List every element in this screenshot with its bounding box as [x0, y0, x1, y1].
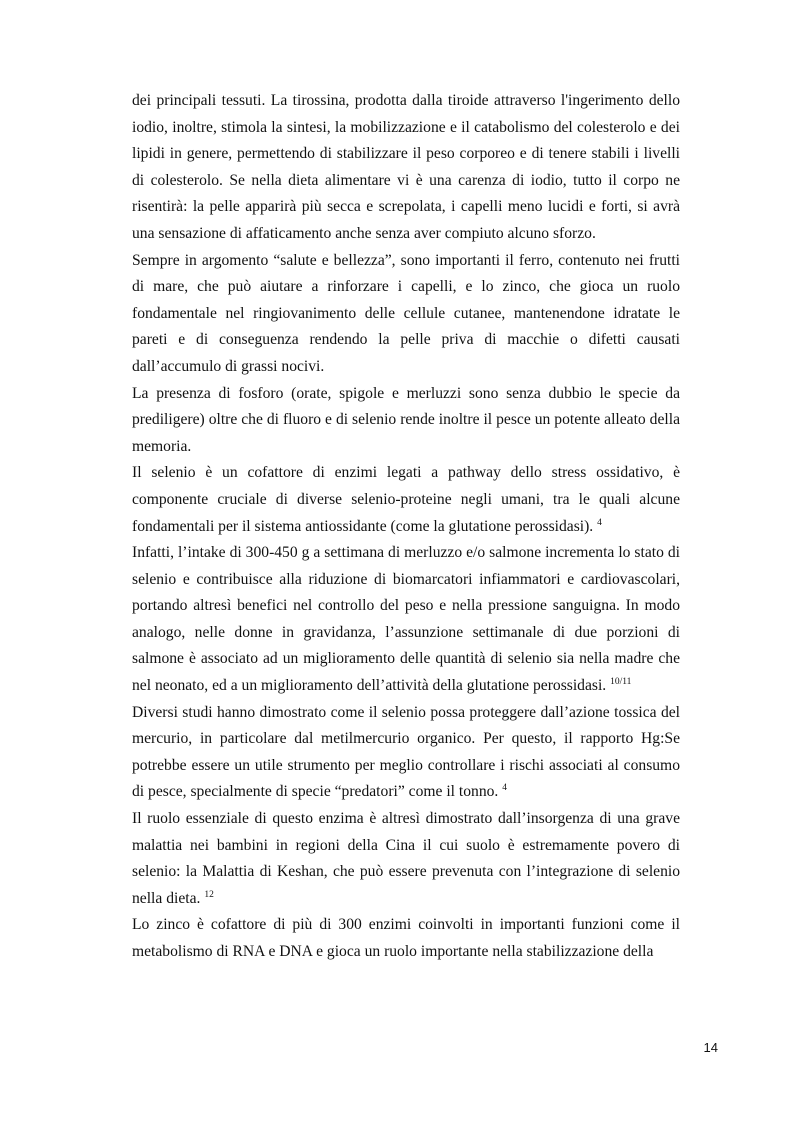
- paragraph-8: Lo zinco è cofattore di più di 300 enzimi coinvolti in importanti funzioni come il metabolismo di RNA e DNA e gioca un ruolo importante nella stabilizzazione della: [132, 916, 680, 960]
- document-body: [132, 88, 680, 966]
- footnote-ref: 12: [204, 889, 214, 900]
- footnote-ref: 4: [597, 517, 602, 528]
- paragraph-7: Il ruolo essenziale di questo enzima è altresì dimostrato dall’insorgenza di una grave malattia nei bambini in regioni della Cina il cui suolo è estremamente povero di selenio: la Malattia di Keshan, che può essere prevenuta con l’integrazione di selenio nella dieta. $^{12}$: [132, 810, 680, 907]
- paragraph-2: Sempre in argomento “salute e bellezza”, sono importanti il ferro, contenuto nei frutti di mare, che può aiutare a rinforzare i capelli, e lo zinco, che gioca un ruolo fondamentale nel ringiovanimento delle cellule cutanee, mantenendone idratate le pareti e di conseguenza rendendo la pelle priva di macchie o difetti causati dall’accumulo di grassi nocivi.: [132, 251, 680, 375]
- paragraph-1: dei principali tessuti. La tirossina, prodotta dalla tiroide attraverso l'ingerimento dello iodio, inoltre, stimola la sintesi, la mobilizzazione e il catabolismo del colesterolo e dei lipidi in genere, permettendo di stabilizzare il peso corporeo e di tenere stabili i livelli di colesterolo. Se nella dieta alimentare vi è una carenza di iodio, tutto il corpo ne risentirà: la pelle apparirà più secca e screpolata, i capelli meno lucidi e forti, si avrà una sensazione di affaticamento anche senza aver compiuto alcuno sforzo.: [132, 92, 680, 242]
- paragraph-5: Infatti, l’intake di 300-450 g a settimana di merluzzo e/o salmone incrementa lo stato di selenio e contribuisce alla riduzione di biomarcatori infiammatori e cardiovascolari, portando altresì benefici nel controllo del peso e nella pressione sanguigna. In modo analogo, nelle donne in gravidanza, l’assunzione settimanale di due porzioni di salmone è associato ad un miglioramento delle quantità di selenio sia nella madre che nel neonato, ed a un miglioramento dell’attività della glutatione perossidasi. $^{10/11}$: [132, 544, 680, 695]
- paragraph-3: La presenza di fosforo (orate, spigole e merluzzi sono senza dubbio le specie da prediligere) oltre che di fluoro e di selenio rende inoltre il pesce un potente alleato della memoria.: [132, 384, 680, 455]
- page-number: 14: [703, 1040, 718, 1055]
- paragraph-6: Diversi studi hanno dimostrato come il selenio possa proteggere dall’azione tossica del mercurio, in particolare dal metilmercurio organico. Per questo, il rapporto Hg:Se potrebbe essere un utile strumento per meglio controllare i rischi associati al consumo di pesce, specialmente di specie “predatori” come il tonno. $^4$: [132, 703, 680, 801]
- paragraph-4: Il selenio è un cofattore di enzimi legati a pathway dello stress ossidativo, è componente cruciale di diverse selenio-proteine negli umani, tra le quali alcune fondamentali per il sistema antiossidante (come la glutatione perossidasi). $^4$: [132, 464, 680, 535]
- footnote-ref: 4: [502, 783, 507, 794]
- footnote-ref: 10/11: [610, 676, 632, 687]
